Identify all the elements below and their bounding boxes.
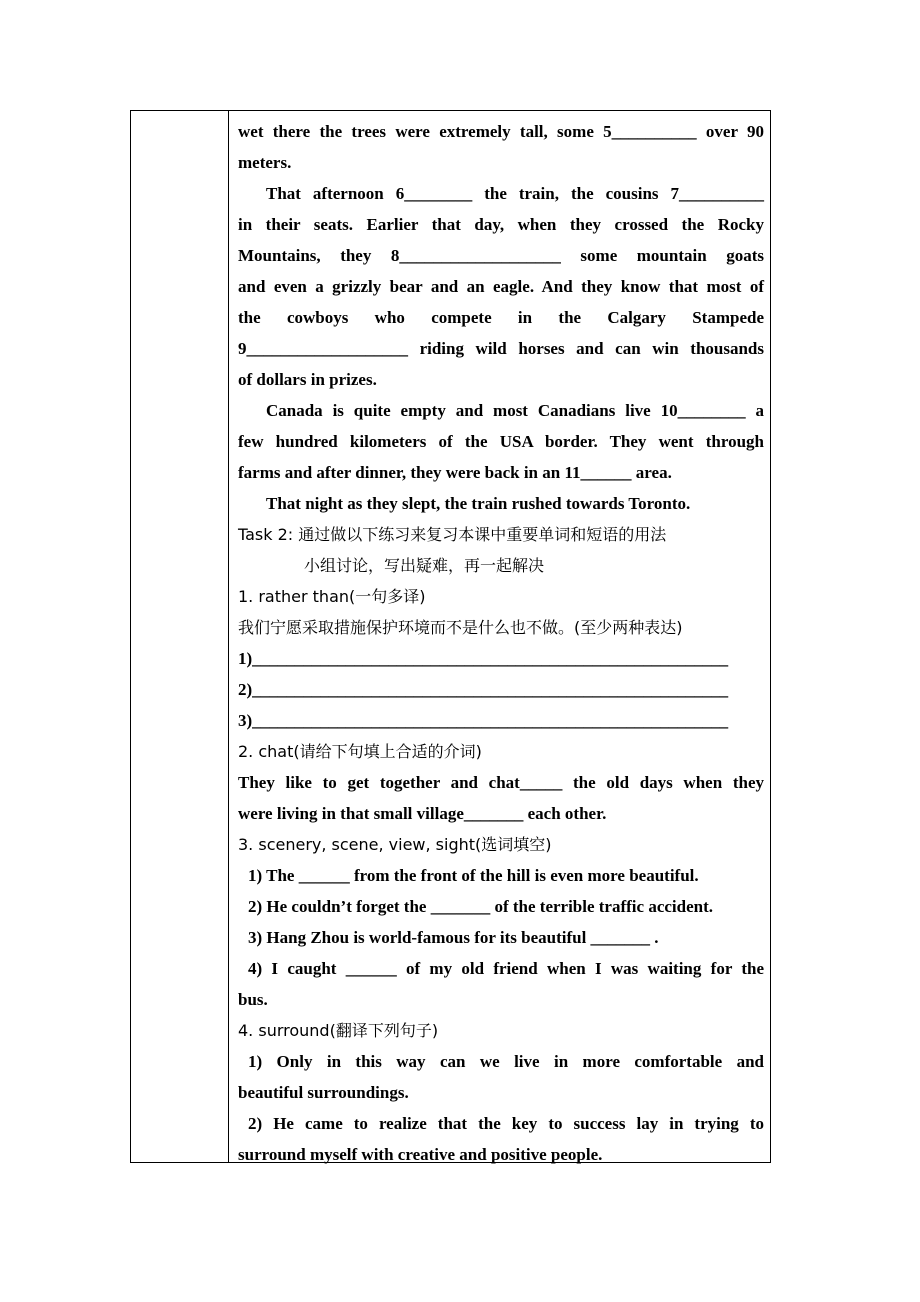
- document-table: [130, 110, 771, 1163]
- content-cell: [238, 116, 764, 1170]
- text-line: That afternoon 6________ the train, the cousins 7__________: [266, 184, 764, 203]
- text-line: the cowboys who compete in the Calgary Stampede: [238, 308, 764, 327]
- text-line: few hundred kilometers of the USA border. They went through: [238, 432, 764, 451]
- text-line: surround myself with creative and positive people.: [238, 1145, 603, 1164]
- text-line: Mountains, they 8___________________ some mountain goats: [238, 246, 764, 265]
- answer-blank-2: 2)________________________________________________________: [238, 680, 729, 699]
- exercise-1-prompt: 我们宁愿采取措施保护环境而不是什么也不做。(至少两种表达): [238, 618, 683, 637]
- text-line: meters.: [238, 153, 292, 172]
- text-line: bus.: [238, 990, 268, 1009]
- exercise-3-heading: 3. scenery, scene, view, sight(选词填空): [238, 835, 552, 854]
- exercise-2-heading: 2. chat(请给下句填上合适的介词): [238, 742, 482, 761]
- text-line: and even a grizzly bear and an eagle. And they know that most of: [238, 277, 764, 296]
- task-2-subheading: 小组讨论，写出疑难，再一起解决: [304, 556, 545, 575]
- text-line: in their seats. Earlier that day, when they crossed the Rocky: [238, 215, 764, 234]
- task-2-heading: Task 2: 通过做以下练习来复习本课中重要单词和短语的用法: [238, 525, 667, 544]
- text-line: farms and after dinner, they were back in an 11______ area.: [238, 463, 672, 482]
- text-line: 4) I caught ______ of my old friend when I was waiting for the: [248, 959, 764, 978]
- text-line: of dollars in prizes.: [238, 370, 377, 389]
- text-line: 1) Only in this way can we live in more comfortable and: [248, 1052, 764, 1071]
- answer-blank-1: 1)________________________________________________________: [238, 649, 729, 668]
- left-column-cell: [131, 111, 229, 1162]
- text-line: That night as they slept, the train rushed towards Toronto.: [266, 494, 691, 513]
- exercise-4-heading: 4. surround(翻译下列句子): [238, 1021, 439, 1040]
- text-line: They like to get together and chat_____ the old days when they: [238, 773, 764, 792]
- text-line: wet there the trees were extremely tall, some 5__________ over 90: [238, 122, 764, 141]
- text-line: were living in that small village_______ each other.: [238, 804, 607, 823]
- answer-blank-3: 3)________________________________________________________: [238, 711, 729, 730]
- text-line: 1) The ______ from the front of the hill is even more beautiful.: [248, 866, 699, 885]
- text-line: 9___________________ riding wild horses and can win thousands: [238, 339, 764, 358]
- text-line: 2) He couldn’t forget the _______ of the terrible traffic accident.: [248, 897, 714, 916]
- text-line: 3) Hang Zhou is world-famous for its beautiful _______ .: [248, 928, 659, 947]
- text-line: beautiful surroundings.: [238, 1083, 409, 1102]
- exercise-1-heading: 1. rather than(一句多译): [238, 587, 426, 606]
- text-line: 2) He came to realize that the key to success lay in trying to: [248, 1114, 764, 1133]
- text-line: Canada is quite empty and most Canadians live 10________ a: [266, 401, 764, 420]
